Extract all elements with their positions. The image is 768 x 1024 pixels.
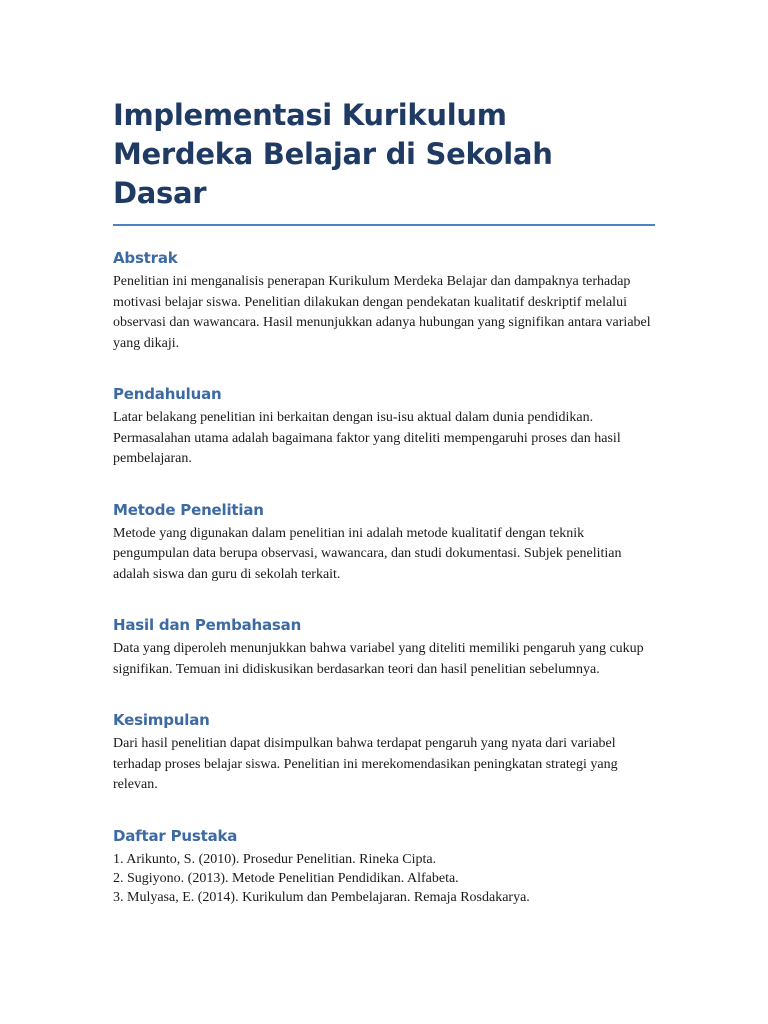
section-metode-penelitian [113,500,655,586]
section-body-pendahuluan: Latar belakang penelitian ini berkaitan dengan isu-isu aktual dalam dunia pendidikan. Permasalahan utama adalah bagaimana faktor yang diteliti mempengaruhi proses dan hasil pembelajaran. [113,410,621,466]
section-heading-pendahuluan: Pendahuluan [113,385,222,403]
section-heading-abstrak: Abstrak [113,249,178,267]
section-heading-kesimpulan: Kesimpulan [113,711,210,729]
section-body-metode-penelitian: Metode yang digunakan dalam penelitian ini adalah metode kualitatif dengan teknik pengumpulan data berupa observasi, wawancara, dan studi dokumentasi. Subjek penelitian adalah siswa dan guru di sekolah terkait. [113,525,622,582]
document-title: Implementasi Kurikulum Merdeka Belajar di Sekolah Dasar [113,98,553,210]
section-heading-metode-penelitian: Metode Penelitian [113,500,264,519]
section-kesimpulan [113,710,655,796]
section-body-hasil-pembahasan: Data yang diperoleh menunjukkan bahwa variabel yang diteliti memiliki pengaruh yang cukup signifikan. Temuan ini didiskusikan berdasarkan teori dan hasil penelitian sebelumnya. [113,641,644,677]
reference-item: 1. Arikunto, S. (2010). Prosedur Penelitian. Rineka Cipta. [113,851,437,867]
section-heading-hasil-pembahasan: Hasil dan Pembahasan [113,616,302,634]
section-daftar-pustaka [113,826,655,907]
reference-item: 2. Sugiyono. (2013). Metode Penelitian Pendidikan. Alfabeta. [113,870,459,886]
section-body-abstrak: Penelitian ini menganalisis penerapan Kurikulum Merdeka Belajar dan dampaknya terhadap motivasi belajar siswa. Penelitian dilakukan dengan pendekatan kualitatif deskriptif melalui observasi dan wawancara. Hasil menunjukkan adanya hubungan yang signifikan antara variabel yang dikaji. [113,274,651,351]
reference-list [113,850,655,907]
document-page [113,96,655,907]
section-heading-daftar-pustaka: Daftar Pustaka [113,826,238,845]
section-hasil-pembahasan [113,615,655,680]
section-body-kesimpulan: Dari hasil penelitian dapat disimpulkan bahwa terdapat pengaruh yang nyata dari variabel terhadap proses belajar siswa. Penelitian ini merekomendasikan peningkatan strategi yang relevan. [113,736,618,792]
reference-item: 3. Mulyasa, E. (2014). Kurikulum dan Pembelajaran. Remaja Rosdakarya. [113,889,530,905]
section-abstrak [113,248,655,354]
section-pendahuluan [113,384,655,470]
title-underline-rule [113,224,655,226]
